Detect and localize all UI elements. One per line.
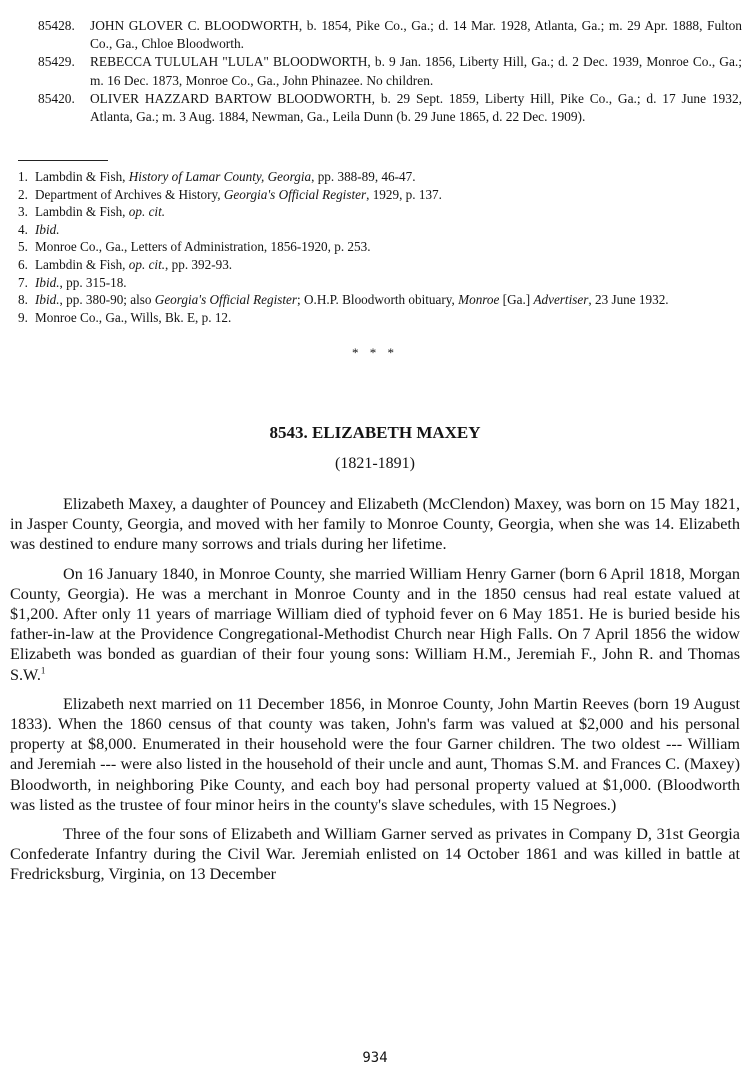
footnote	[18, 291, 740, 309]
footnote-number: 9.	[18, 309, 28, 325]
paragraph	[10, 694, 740, 815]
paragraph-text: Elizabeth Maxey, a daughter of Pouncey and Elizabeth (McClendon) Maxey, was born on 15 May 1821, in Jasper County, Georgia, and moved with her family to Monroe County, Georgia, when she was 14. Elizabeth was destined to endure many sorrows and trials during her lifetime.	[10, 495, 740, 554]
footnote-ref: 1	[40, 665, 46, 676]
child-text: JOHN GLOVER C. BLOODWORTH, b. 1854, Pike Co., Ga.; d. 14 Mar. 1928, Atlanta, Ga.; m. 29 Apr. 1888, Fulton Co., Ga., Chloe Bloodworth.	[90, 18, 742, 52]
paragraph	[10, 564, 740, 685]
footnote-text: Department of Archives & History,	[35, 186, 224, 202]
footnote-title: Ibid.	[35, 274, 60, 290]
footnote-text: , pp. 388-89, 46-47.	[311, 169, 416, 184]
footnote-text: , pp. 380-90; also	[59, 292, 155, 308]
footnote-title: op. cit.	[128, 256, 166, 272]
child-entry	[38, 53, 742, 89]
child-number: 85428.	[38, 18, 75, 33]
child-text: REBECCA TULULAH "LULA" BLOODWORTH, b. 9 Jan. 1856, Liberty Hill, Ga.; d. 2 Dec. 1939, Monroe Co., Ga.; m. 16 Dec. 1873, Monroe Co., Ga., John Phinazee. No children.	[90, 54, 742, 88]
footnote-number: 8.	[18, 292, 28, 308]
paragraph-text: On 16 January 1840, in Monroe County, she married William Henry Garner (born 6 April 1818, Morgan County, Georgia). He was a merchant in Monroe County and in the 1850 census had real estate valued at $1,200. After only 11 years of marriage William died of typhoid fever on 6 May 1851. He is buried beside his father-in-law at the Providence Congregational-Methodist Church near High Falls. On 7 April 1856 the widow Elizabeth was bonded as guardian of their four young sons: William H.M., Jeremiah F., John R. and Thomas S.W.	[10, 564, 740, 684]
footnote-text: Lambdin & Fish,	[35, 204, 129, 220]
footnote-text: Monroe Co., Ga., Wills, Bk. E, p. 12.	[35, 309, 232, 325]
footnote-number: 3.	[18, 204, 28, 220]
footnote-text: , 23 June 1932.	[588, 292, 669, 308]
footnote-text: , pp. 315-18.	[59, 274, 127, 290]
footnote-title: Georgia's Official Register	[154, 292, 298, 308]
footnote-text: [Ga.]	[499, 292, 534, 308]
footnote	[18, 256, 740, 274]
child-text: OLIVER HAZZARD BARTOW BLOODWORTH, b. 29 Sept. 1859, Liberty Hill, Pike Co., Ga.; d. 17 June 1932, Atlanta, Ga.; m. 3 Aug. 1884, Newman, Ga., Leila Dunn (b. 29 June 1865, d. 22 Dec. 1909).	[90, 90, 742, 125]
footnote-number: 1.	[18, 169, 28, 184]
footnote	[18, 221, 740, 239]
section-separator: * * *	[352, 345, 398, 360]
child-number: 85420.	[38, 90, 75, 106]
footnote	[18, 168, 740, 186]
footnote-text: , 1929, p. 137.	[366, 186, 442, 202]
child-entry	[38, 90, 742, 126]
footnote-text: Lambdin & Fish,	[35, 256, 129, 272]
footnote-text: , pp. 392-93.	[165, 256, 233, 272]
section-title: 8543. ELIZABETH MAXEY	[269, 423, 481, 442]
footnote	[18, 186, 740, 204]
child-number: 85429.	[38, 54, 75, 70]
paragraph-text: Elizabeth next married on 11 December 1856, in Monroe County, John Martin Reeves (born 19 August 1833). When the 1860 census of that county was taken, John's farm was valued at $2,000 and his personal property at $8,000. Enumerated in their household were the four Garner children. The two oldest --- William and Jeremiah --- were also listed in the household of their uncle and aunt, Thomas S.M. and Frances C. (Maxey) Bloodworth, in neighboring Pike County, and each boy had personal property valued at $1,000. (Bloodworth was listed as the trustee of four minor heirs in the county's slave schedules, with 15 Negroes.)	[10, 694, 740, 814]
paragraph	[10, 494, 740, 555]
footnote-title: Ibid.	[35, 292, 60, 308]
child-entry	[38, 17, 742, 53]
footnote-title: Advertiser	[533, 292, 589, 308]
footnote-number: 7.	[18, 274, 28, 290]
footnote-text: Lambdin & Fish,	[35, 169, 129, 184]
footnote-number: 6.	[18, 256, 28, 272]
footnote-number: 2.	[18, 186, 28, 202]
footnote-title: Georgia's Official Register	[223, 186, 367, 202]
footnote-number: 5.	[18, 239, 28, 255]
paragraph	[10, 824, 740, 885]
footnote	[18, 274, 740, 292]
page-number: 934	[362, 1050, 388, 1066]
footnote-title: Monroe	[458, 292, 500, 308]
footnote-title: op. cit.	[128, 204, 166, 220]
children-list	[38, 17, 742, 126]
footnotes	[18, 168, 740, 326]
footnote-number: 4.	[18, 221, 28, 237]
footnote	[18, 238, 740, 256]
section-dates: (1821-1891)	[335, 455, 415, 472]
footnote-title: History of Lamar County, Georgia	[128, 169, 312, 184]
paragraph-text: Three of the four sons of Elizabeth and William Garner served as privates in Company D, 31st Georgia Confederate Infantry during the Civil War. Jeremiah enlisted on 14 October 1861 and was killed in battle at Fredricksburg, Virginia, on 13 December	[10, 825, 740, 884]
footnote-text: ; O.H.P. Bloodworth obituary,	[297, 292, 459, 308]
footnote-text: Monroe Co., Ga., Letters of Administration, 1856-1920, p. 253.	[35, 239, 371, 255]
body-text	[10, 494, 740, 894]
footnote-rule	[18, 160, 108, 161]
footnote	[18, 203, 740, 221]
footnote-title: Ibid.	[35, 221, 60, 237]
footnote	[18, 309, 740, 327]
